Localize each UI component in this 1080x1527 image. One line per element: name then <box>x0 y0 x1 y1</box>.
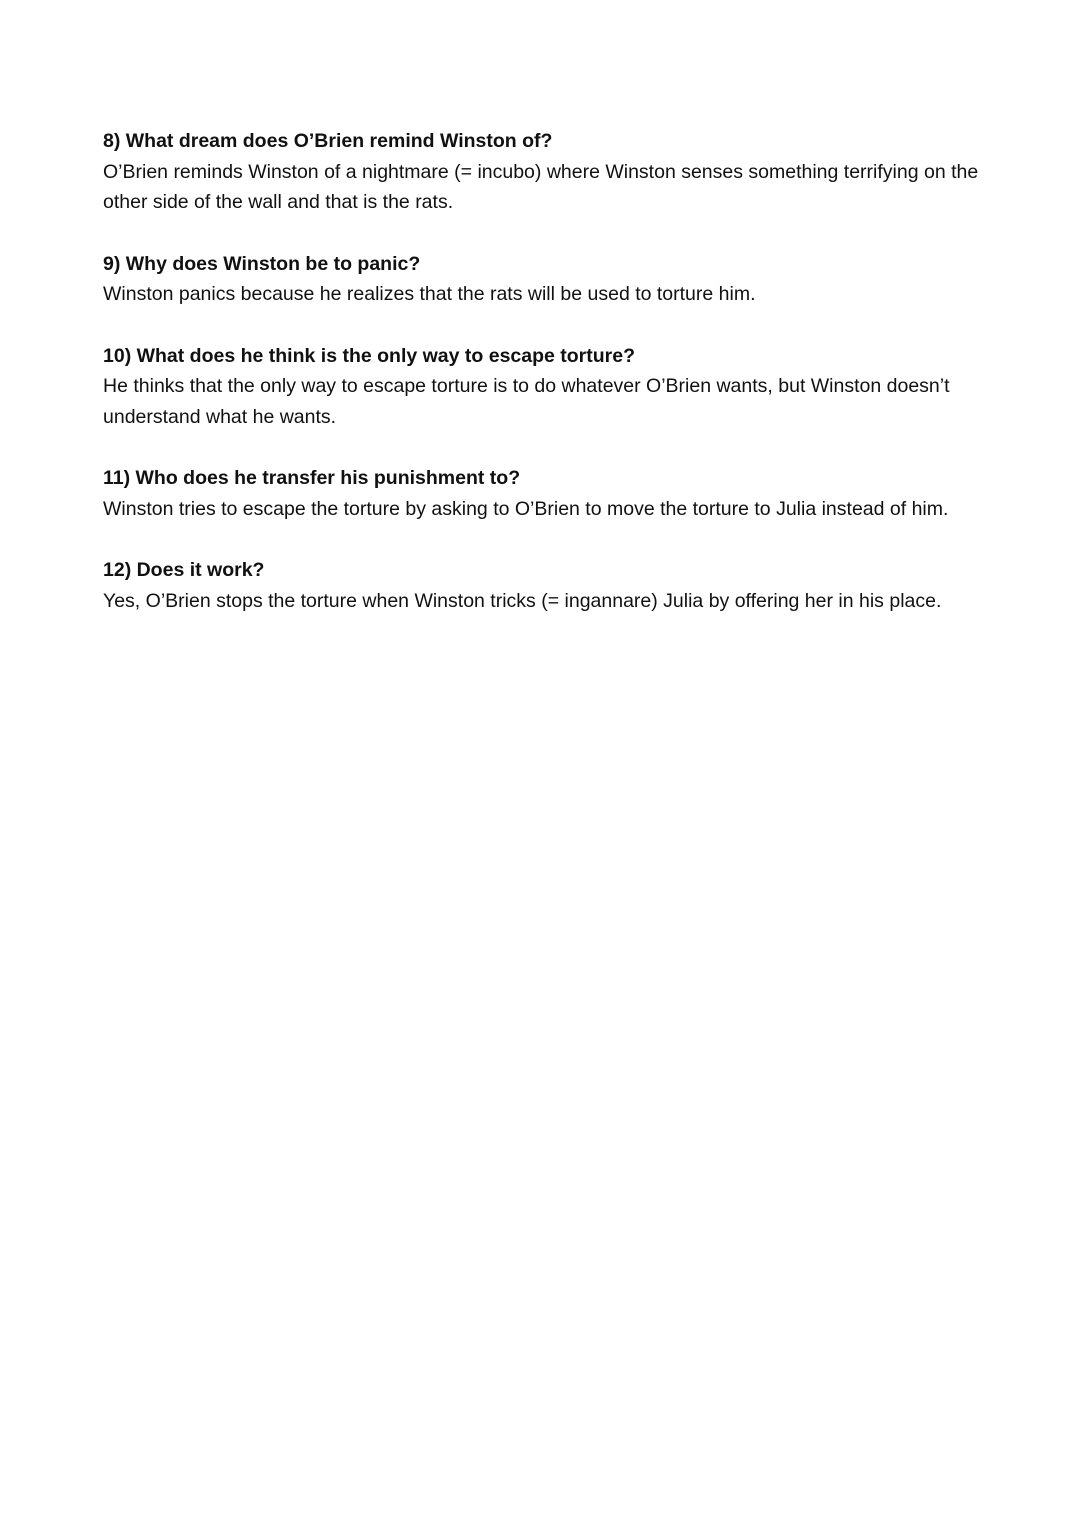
question-heading: 8) What dream does O’Brien remind Winston of? <box>103 130 553 152</box>
answer-text: O’Brien reminds Winston of a nightmare (= incubo) where Winston senses something terrifying on the other side of the wall and that is the rats. <box>103 160 979 213</box>
qa-item-10 <box>103 341 983 433</box>
question-heading: 12) Does it work? <box>103 559 265 581</box>
qa-item-12 <box>103 555 983 616</box>
answer-text: Winston tries to escape the torture by asking to O’Brien to move the torture to Julia instead of him. <box>103 497 949 520</box>
question-heading: 11) Who does he transfer his punishment to? <box>103 467 521 489</box>
answer-text: Yes, O’Brien stops the torture when Winston tricks (= ingannare) Julia by offering her in his place. <box>103 589 942 612</box>
qa-item-11 <box>103 463 983 524</box>
qa-item-8 <box>103 126 983 218</box>
qa-item-9 <box>103 249 983 310</box>
question-heading: 10) What does he think is the only way to escape torture? <box>103 344 636 367</box>
answer-text: Winston panics because he realizes that the rats will be used to torture him. <box>103 283 756 305</box>
question-heading: 9) Why does Winston be to panic? <box>103 252 421 275</box>
answer-text: He thinks that the only way to escape torture is to do whatever O’Brien wants, but Winston doesn’t understand what he wants. <box>103 375 950 428</box>
qa-list <box>103 126 983 647</box>
